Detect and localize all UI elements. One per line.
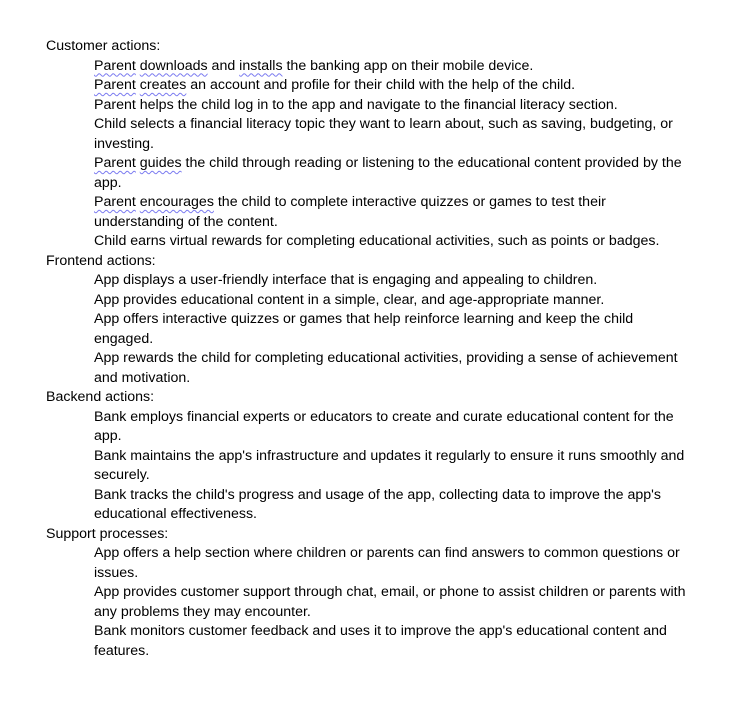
section-heading: Support processes: — [46, 525, 169, 542]
list-item: App displays a user-friendly interface that is engaging and appealing to children. — [94, 272, 598, 288]
section-backend-actions — [46, 388, 686, 525]
list-item: Bank monitors customer feedback and uses it to improve the app's educational content and features. — [94, 623, 667, 659]
spell-flagged-word: Parent — [94, 57, 136, 74]
list-item: Parent downloads and installs the banking app on their mobile device. — [94, 57, 534, 74]
list-item: Parent guides the child through reading or listening to the educational content provided by the app. — [94, 155, 682, 191]
list-item: Parent helps the child log in to the app and navigate to the financial literacy section. — [94, 96, 618, 113]
item-list — [46, 57, 686, 252]
list-item: App provides educational content in a simple, clear, and age-appropriate manner. — [94, 291, 605, 308]
list-item: Parent encourages the child to complete interactive quizzes or games to test their understanding of the content. — [94, 194, 606, 230]
item-list — [46, 544, 686, 661]
section-frontend-actions — [46, 252, 686, 389]
spell-flagged-word: guides — [139, 155, 182, 171]
list-item: App offers a help section where children or parents can find answers to common questions or issues. — [94, 545, 680, 581]
list-item: Bank maintains the app's infrastructure and updates it regularly to ensure it runs smoothly and securely. — [94, 447, 685, 483]
list-item: Child earns virtual rewards for completing educational activities, such as points or badges. — [94, 233, 660, 249]
list-item: App offers interactive quizzes or games that help reinforce learning and keep the child engaged. — [94, 311, 634, 347]
spell-flagged-word: Parent — [94, 77, 136, 93]
section-heading: Customer actions: — [46, 38, 161, 54]
list-item: App provides customer support through chat, email, or phone to assist children or parents with any problems they may encounter. — [94, 584, 686, 620]
spell-flagged-word: installs — [239, 57, 283, 74]
spell-flagged-word: downloads — [139, 57, 208, 74]
list-item: App rewards the child for completing educational activities, providing a sense of achievement and motivation. — [94, 350, 678, 386]
list-item: Bank tracks the child's progress and usage of the app, collecting data to improve the app's educational effectiveness. — [94, 486, 661, 522]
item-list — [46, 271, 686, 388]
list-item: Parent creates an account and profile for their child with the help of the child. — [94, 77, 576, 93]
section-heading: Backend actions: — [46, 389, 155, 405]
section-support-processes — [46, 525, 686, 662]
section-customer-actions — [46, 37, 686, 252]
item-list — [46, 408, 686, 525]
spell-flagged-word: Parent — [94, 194, 136, 210]
list-item: Child selects a financial literacy topic they want to learn about, such as saving, budgeting, or investing. — [94, 116, 673, 152]
spell-flagged-word: Parent — [94, 155, 136, 171]
spell-flagged-word: creates — [139, 77, 187, 93]
section-heading: Frontend actions: — [46, 252, 156, 269]
spell-flagged-word: encourages — [139, 194, 214, 210]
document-body — [46, 37, 686, 661]
list-item: Bank employs financial experts or educators to create and curate educational content for the app. — [94, 408, 674, 444]
